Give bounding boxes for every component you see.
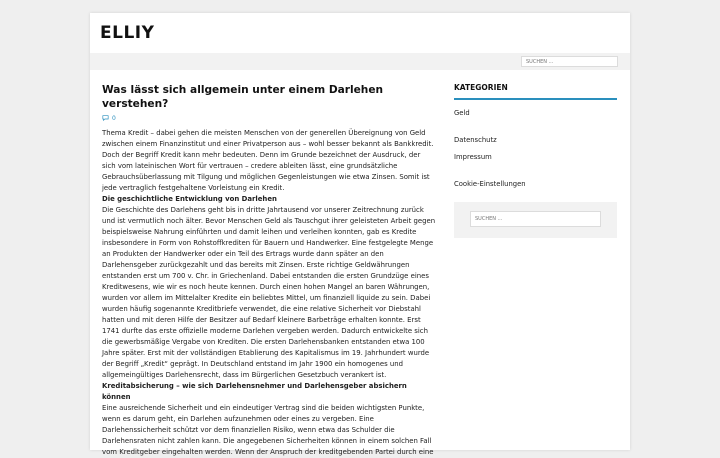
comment-count[interactable]: 0: [112, 114, 116, 122]
post-title[interactable]: Was lässt sich allgemein unter einem Darlehen verstehen?: [102, 84, 384, 110]
sidebar-search-widget: [454, 202, 617, 238]
site-title[interactable]: ELLIY: [100, 23, 155, 43]
category-item[interactable]: Datenschutz: [454, 136, 497, 144]
categories-widget-title: KATEGORIEN: [454, 83, 617, 100]
section-heading: Kreditabsicherung – wie sich Darlehensnehmer und Darlehensgeber absichern können: [102, 382, 407, 401]
article-paragraph: Die Geschichte des Darlehens geht bis in dritte Jahrtausend vor unserer Zeitrechnung zurück und ist vermutlich noch älter. Bevor Menschen Geld als Tauschgut ihrer geleisteten Arbeit gegen beispielsweise Nahrung einführten und damit leihen und verleihen konnten, gab es Kredite insbesondere in Form von Rohstoffkrediten für Bauern und Handwerker. Eine festgelegte Menge an Produkten der Handwerker oder ein Teil des Ertrags wurde dann später an den Darlehensgeber zurückgezahlt und das bereits mit Zinsen. Erste richtige Geldwährungen entstanden erst um 700 v. Chr. in Griechenland. Dabei entstanden die ersten Grundzüge eines Kreditwesens, wie wir es noch heute kennen. Durch einen hohen Mangel an baren Währungen, wurden vor allem im Mittelalter Kredite ein beliebtes Mittel, um finanziell liquide zu sein. Dabei wurden häufig sogenannte Kreditbriefe verwendet, die eine relative Sicherheit vor Diebstahl hatten und mit deren Hilfe der Besitzer auf Bedarf kleinere Barbeträge erhalten konnte. Erst 1741 durfte das erste offizielle moderne Darlehen vergeben werden. Dadurch entwickelte sich die gewerbsmäßige Vergabe von Krediten. Die ersten Darlehensbanken entstanden etwa 100 Jahre später. Erst mit der vollständigen Etablierung des Kapitalismus im 19. Jahrhundert wurde der Begriff „Kredit“ geprägt. In Deutschland entstand im Jahr 1900 ein homogenes und allgemeingültiges Darlehensrecht, dass im Bürgerlichen Gesetzbuch verankert ist.: [102, 206, 436, 379]
navigation-bar: [90, 53, 630, 70]
article-paragraph: Eine ausreichende Sicherheit und ein eindeutiger Vertrag sind die beiden wichtigsten Punkte, wenn es darum geht, ein Darlehen aufzunehmen oder eines zu vergeben. Eine Darlehenssicherheit schützt vor dem finanziellen Risiko, wenn etwa das Schulder die Darlehensraten nicht zahlen kann. Die angegebenen Sicherheiten können in einem solchen Fall vom Kreditgeber eingehalten werden. Wenn der Anspruch der kreditgebenden Partei durch eine: [102, 404, 434, 456]
sidebar-search-input[interactable]: [470, 211, 601, 227]
nav-search-input[interactable]: [521, 56, 618, 67]
article-body: [102, 128, 436, 458]
section-heading: Die geschichtliche Entwicklung von Darlehen: [102, 195, 277, 203]
category-item[interactable]: Cookie-Einstellungen: [454, 180, 526, 188]
sidebar: [454, 83, 617, 188]
page-container: [90, 13, 630, 456]
main-content: [102, 83, 436, 458]
category-item[interactable]: Impressum: [454, 153, 492, 161]
comment-icon: [102, 115, 109, 121]
article-paragraph: Thema Kredit – dabei gehen die meisten Menschen von der generellen Übereignung von Geld zwischen einem Finanzinstitut und einer Privatperson aus – wohl besser bekannt als Bankkredit. Doch der Begriff Kredit kann mehr bedeuten. Denn im Grunde bezeichnet der Ausdruck, der sich vom lateinischen Wort für vertrauen – credere ableiten lässt, eine grundsätzliche Gebrauchsüberlassung mit Tilgung und möglichen Gegenleistungen wie etwa Zinsen. Somit ist jede vertraglich festgehaltene Vorleistung ein Kredit.: [102, 129, 434, 192]
category-item[interactable]: Geld: [454, 109, 470, 117]
post-meta: [102, 113, 436, 123]
